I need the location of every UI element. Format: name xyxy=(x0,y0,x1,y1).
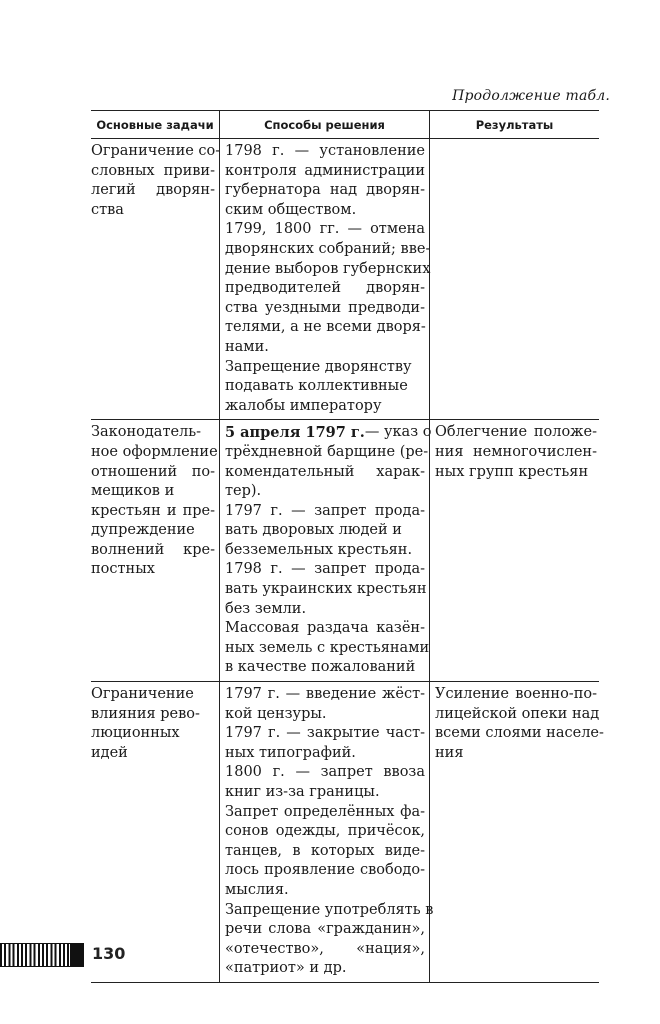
text-line: Законодатель- xyxy=(91,424,202,441)
text-line: ства уездными предводи- xyxy=(225,299,425,316)
text-line: ния xyxy=(435,744,464,761)
text-line: 1797 г. — закрытие част- xyxy=(225,725,425,742)
text-line: лось проявление свободо- xyxy=(225,862,425,879)
decree-date: 5 апреля 1797 г. xyxy=(225,424,365,442)
text-line: Массовая раздача казён- xyxy=(225,620,425,637)
table-header xyxy=(91,111,599,139)
text-line: отношений по- xyxy=(91,463,215,480)
page-footer-barcode-ornament xyxy=(0,943,84,967)
text-line: ное оформление xyxy=(91,443,218,460)
text-line: без земли. xyxy=(225,600,307,617)
text-line: легий дворян- xyxy=(91,182,215,199)
text-line: тер). xyxy=(225,483,262,500)
text-line: 1798 г. — установление xyxy=(225,143,425,159)
task-cell xyxy=(91,682,219,982)
text-line: словных приви- xyxy=(91,162,215,179)
header-results: Результаты xyxy=(429,111,599,138)
text-line: подавать коллективные xyxy=(225,378,408,395)
text-line: дворянских собраний; вве- xyxy=(225,240,431,257)
header-tasks: Основные задачи xyxy=(96,117,214,132)
text-line: кой цензуры. xyxy=(225,705,327,722)
text-line: вать дворовых людей и xyxy=(225,522,402,539)
text-line: вать украинских крестьян xyxy=(225,581,427,598)
text-line: трёхдневной барщине (ре- xyxy=(225,443,429,460)
text-line: Запрещение дворянству xyxy=(225,358,412,375)
method-cell xyxy=(219,420,432,681)
text-line: в качестве пожалований xyxy=(225,659,416,676)
text-line: влияния рево- xyxy=(91,705,200,722)
result-cell xyxy=(429,420,599,681)
text-line xyxy=(225,423,432,443)
text-line: дупреждение xyxy=(91,522,195,539)
task-cell xyxy=(91,139,219,419)
text-line: сонов одежды, причёсок, xyxy=(225,823,425,840)
method-cell xyxy=(219,139,429,419)
reforms-table xyxy=(91,110,604,983)
text-line: комендательный харак- xyxy=(225,463,425,480)
table-row xyxy=(91,682,604,982)
text-line: губернатора над дворян- xyxy=(225,182,425,199)
text-line: танцев, в которых виде- xyxy=(225,842,425,859)
text-line: ния немногочислен- xyxy=(435,443,597,460)
text-line: всеми слоями населе- xyxy=(435,725,604,742)
text-line: постных xyxy=(91,561,155,578)
text-line: идей xyxy=(91,744,128,761)
text-line: мыслия. xyxy=(225,881,289,898)
text-line: лицейской опеки над xyxy=(435,705,600,722)
text-line: 1798 г. — запрет прода- xyxy=(225,561,425,578)
text-line: Усиление военно-по- xyxy=(435,686,597,703)
text-line: предводителей дворян- xyxy=(225,280,425,297)
table-row xyxy=(91,139,599,420)
text-line: 1797 г. — введение жёст- xyxy=(225,686,425,703)
table-row xyxy=(91,420,599,682)
text-line: жалобы императору xyxy=(225,397,382,414)
text-line: Ограничение со- xyxy=(91,143,221,159)
task-cell xyxy=(91,420,219,681)
text-line: ных типографий. xyxy=(225,744,356,761)
text-line: дение выборов губернских xyxy=(225,260,431,277)
text-line: речи слова «гражданин», xyxy=(225,921,425,938)
text-line: «отечество», «нация», xyxy=(225,940,425,957)
result-cell xyxy=(429,139,599,419)
text-line: «патриот» и др. xyxy=(225,960,347,977)
text-line: Запрещение употреблять в xyxy=(225,901,434,918)
text-line: ных земель с крестьянами xyxy=(225,639,430,656)
text-line: телями, а не всеми дворя- xyxy=(225,319,426,336)
text-line: мещиков и xyxy=(91,483,175,500)
page-number: 130 xyxy=(92,944,126,963)
method-cell xyxy=(219,682,434,982)
text-line: ства xyxy=(91,201,124,218)
text-line: 1797 г. — запрет прода- xyxy=(225,502,425,519)
text-line: ных групп крестьян xyxy=(435,463,589,480)
text-line: 1799, 1800 гг. — отмена xyxy=(225,221,425,238)
decree-text: — указ о xyxy=(364,424,432,441)
text-line: безземельных крестьян. xyxy=(225,541,413,558)
text-line: нами. xyxy=(225,338,269,355)
text-line: крестьян и пре- xyxy=(91,502,215,519)
text-line: книг из-за границы. xyxy=(225,784,380,800)
continuation-label: Продолжение табл. xyxy=(452,88,610,104)
text-line: контроля администрации xyxy=(225,162,425,179)
text-line: люционных xyxy=(91,725,180,742)
text-line: Облегчение положе- xyxy=(435,424,597,441)
header-methods: Способы решения xyxy=(219,111,429,138)
text-line: Ограничение xyxy=(91,686,194,703)
text-line: 1800 г. — запрет ввоза xyxy=(225,764,425,781)
text-line: волнений кре- xyxy=(91,541,215,558)
text-line: Запрет определённых фа- xyxy=(225,803,425,820)
text-line: ским обществом. xyxy=(225,201,357,218)
result-cell xyxy=(429,682,604,982)
